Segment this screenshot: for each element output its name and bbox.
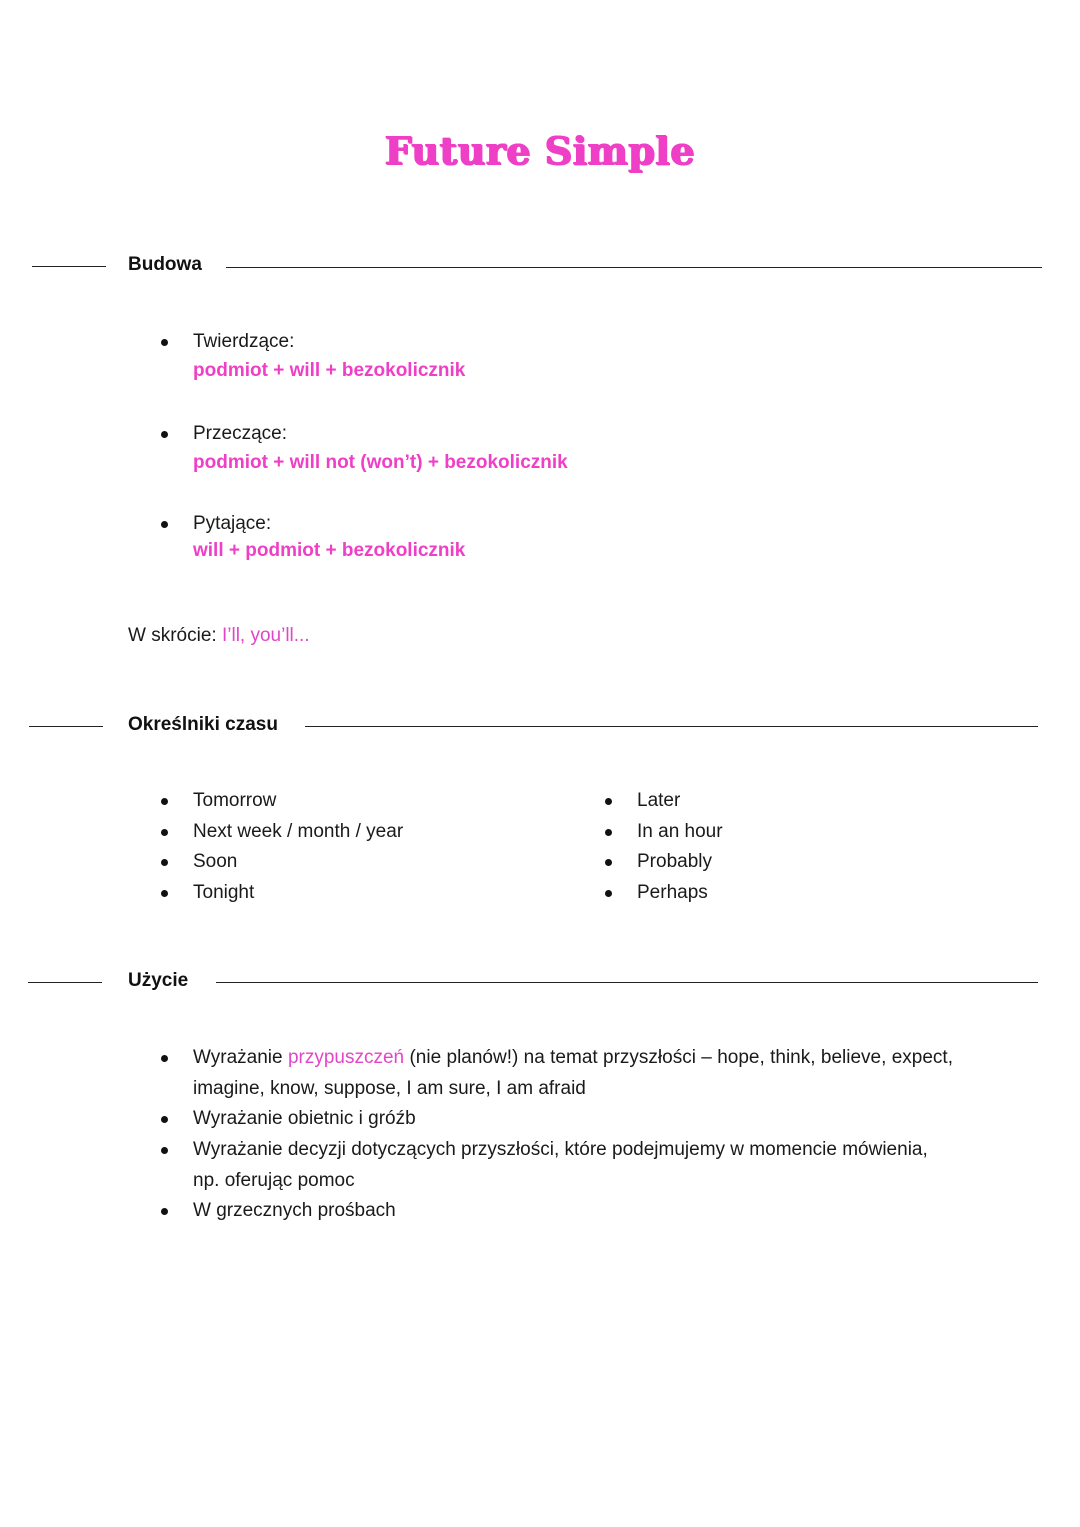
section-divider-left: [28, 982, 102, 983]
bullet-icon: [605, 829, 612, 836]
time-marker-item: In an hour: [637, 821, 723, 842]
bullet-icon: [161, 798, 168, 805]
section-divider-left: [29, 726, 103, 727]
bullet-icon: [161, 1208, 168, 1215]
bullet-icon: [161, 1055, 168, 1062]
usage-item-promises: Wyrażanie obietnic i gróźb: [193, 1108, 416, 1129]
time-marker-item: Soon: [193, 851, 238, 872]
usage-item-text: (nie planów!) na temat przyszłości – hope, think, believe, expect, imagine, know, suppose, I am sure, I am afraid: [193, 1047, 953, 1099]
contraction-note: [128, 625, 310, 647]
usage-item-predictions: [193, 1043, 953, 1104]
structure-label-affirmative: Twierdzące:: [193, 331, 295, 352]
structure-formula-affirmative: podmiot + will + bezokolicznik: [193, 360, 466, 381]
bullet-icon: [161, 859, 168, 866]
structure-formula-question: will + podmiot + bezokolicznik: [193, 540, 466, 561]
contraction-value: I’ll, you’ll...: [221, 625, 310, 646]
time-marker-item: Next week / month / year: [193, 821, 404, 842]
structure-label-negative: Przeczące:: [193, 423, 287, 444]
time-marker-item: Later: [637, 790, 681, 811]
bullet-icon: [605, 890, 612, 897]
bullet-icon: [605, 798, 612, 805]
usage-item-requests: W grzecznych prośbach: [193, 1200, 396, 1221]
usage-highlight: przypuszczeń: [287, 1047, 405, 1068]
bullet-icon: [161, 1147, 168, 1154]
bullet-icon: [161, 431, 168, 438]
time-marker-item: Perhaps: [637, 882, 708, 903]
section-heading-time-markers: Określniki czasu: [128, 714, 278, 735]
time-marker-item: Probably: [637, 851, 712, 872]
time-marker-item: Tonight: [193, 882, 255, 903]
time-marker-item: Tomorrow: [193, 790, 277, 811]
structure-formula-negative: podmiot + will not (won’t) + bezokolicznik: [193, 452, 568, 473]
section-heading-budowa: Budowa: [128, 254, 202, 275]
usage-item-decisions: Wyrażanie decyzji dotyczących przyszłości, które podejmujemy w momencie mówienia, np. oferując pomoc: [193, 1139, 928, 1191]
contraction-label: W skrócie:: [128, 625, 217, 646]
bullet-icon: [605, 859, 612, 866]
bullet-icon: [161, 829, 168, 836]
section-divider-right: [226, 267, 1042, 268]
usage-item-text: Wyrażanie: [193, 1047, 288, 1068]
section-divider-right: [305, 726, 1038, 727]
bullet-icon: [161, 890, 168, 897]
bullet-icon: [161, 1116, 168, 1123]
section-heading-usage: Użycie: [128, 970, 189, 991]
section-divider-right: [216, 982, 1038, 983]
structure-label-question: Pytające:: [193, 513, 272, 534]
section-divider-left: [32, 266, 106, 267]
bullet-icon: [161, 339, 168, 346]
bullet-icon: [161, 521, 168, 528]
page-title: Future Simple: [384, 128, 696, 173]
